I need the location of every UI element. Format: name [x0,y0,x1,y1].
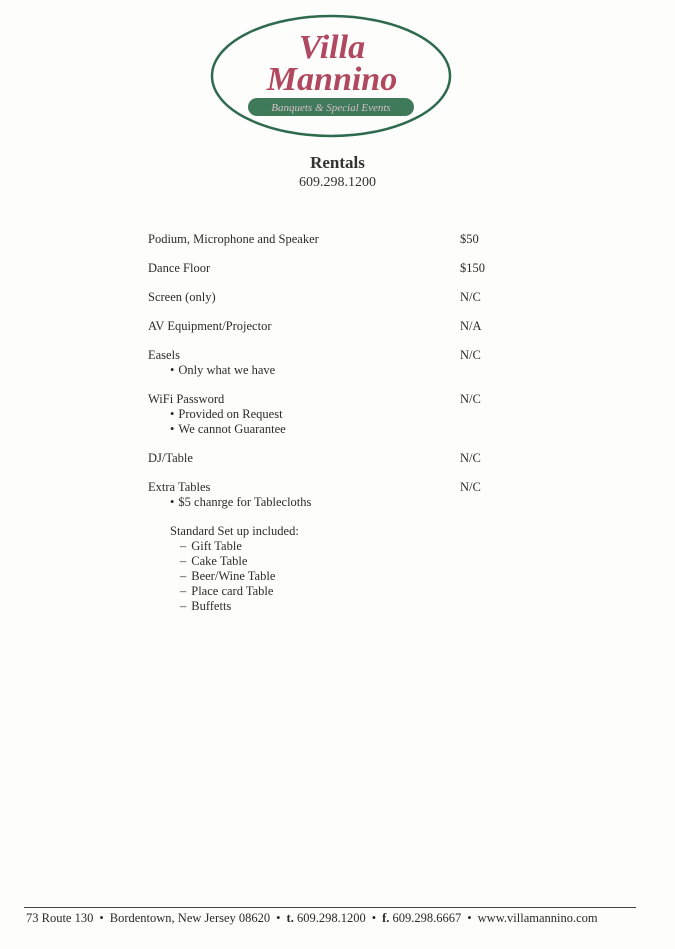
rental-item [148,348,508,378]
rental-item-name: Easels [148,348,180,362]
rentals-list [148,232,508,614]
setup-item: – Beer/Wine Table [170,569,508,584]
rental-item-name: AV Equipment/Projector [148,319,272,333]
rental-item-price: $50 [460,232,479,246]
rental-item-price: N/C [460,290,481,304]
rental-item-note: • Only what we have [148,363,275,378]
rental-item-price: N/A [460,319,482,333]
footer-fax: 609.298.6667 [392,911,462,925]
setup-item: – Gift Table [170,539,508,554]
rental-item [148,261,508,276]
footer-tel: 609.298.1200 [296,911,366,925]
rental-item [148,232,508,247]
rental-item-price: N/C [460,480,481,494]
setup-item: – Cake Table [170,554,508,569]
setup-item: – Place card Table [170,584,508,599]
setup-heading: Standard Set up included: [170,524,299,538]
logo-line2: Mannino [266,61,398,98]
rental-item-name: DJ/Table [148,451,193,465]
footer-fax-label: f. [382,911,390,925]
rental-item-name: Podium, Microphone and Speaker [148,232,319,246]
footer-divider [24,907,636,908]
rental-item-price: $150 [460,261,485,275]
logo-tagline: Banquets & Special Events [271,102,391,114]
footer-address: 73 Route 130 [26,911,94,925]
rental-item [148,290,508,305]
rental-item-name: Screen (only) [148,290,216,304]
rental-item [148,480,508,510]
rental-item-price: N/C [460,392,481,406]
logo-line1: Villa [298,29,366,66]
header-phone: 609.298.1200 [299,175,376,190]
footer-city: Bordentown, New Jersey 08620 [109,911,271,925]
villa-mannino-logo [210,14,452,138]
footer [26,911,646,926]
footer-bullet: • [371,911,377,925]
footer-bullet: • [276,911,281,925]
rental-item [148,451,508,466]
rental-item-name: Extra Tables [148,480,211,494]
rental-item-note: • We cannot Guarantee [148,422,286,437]
logo-graphic [210,14,452,138]
rental-item-note: • Provided on Request [148,407,286,422]
footer-bullet: • [467,911,472,925]
page-title: Rentals [310,153,365,172]
rental-item-name: Dance Floor [148,261,211,275]
rental-item-price: N/C [460,451,481,465]
rental-item-price: N/C [460,348,481,362]
rental-item [148,319,508,334]
rental-item-name: WiFi Password [148,392,225,406]
standard-setup [170,524,508,614]
rental-item [148,392,508,437]
footer-website[interactable]: www.villamannino.com [477,911,598,925]
setup-item: – Buffetts [170,599,508,614]
footer-tel-label: t. [286,911,294,925]
footer-bullet: • [99,911,104,925]
rental-item-note: • $5 chanrge for Tablecloths [148,495,311,510]
